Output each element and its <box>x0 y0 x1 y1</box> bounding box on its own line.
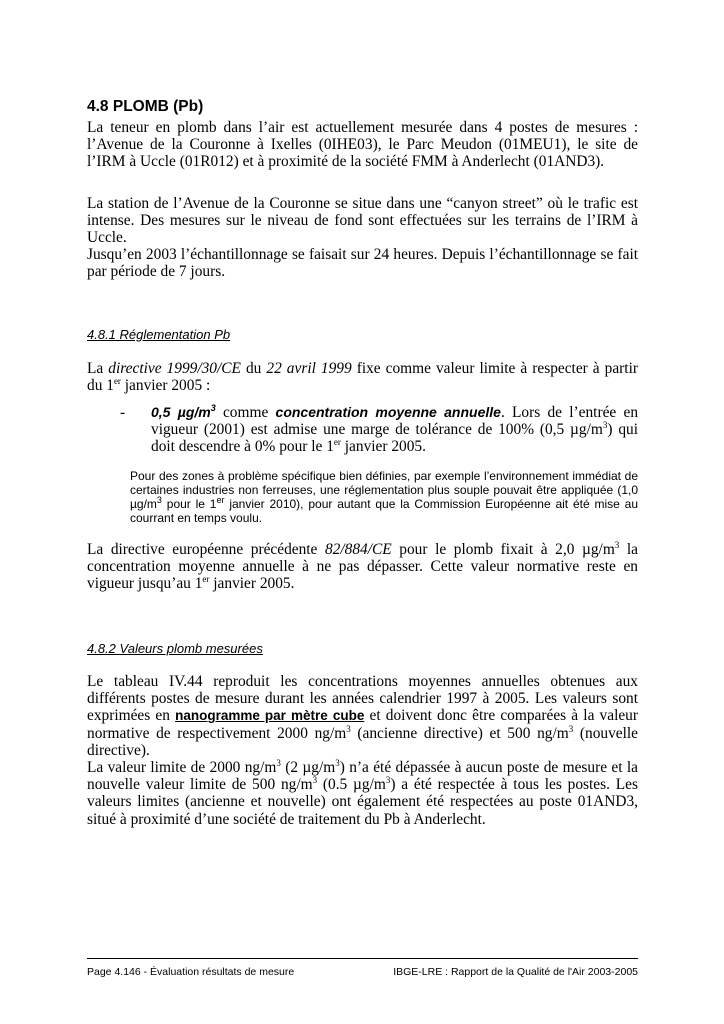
subsection-title-valeurs: 4.8.2 Valeurs plomb mesurées <box>87 641 263 656</box>
sampling-paragraph: Jusqu’en 2003 l’échantillonnage se faisait sur 24 heures. Depuis l’échantillonnage se fait par période de 7 jours. <box>87 246 638 281</box>
footer-report-title: IBGE-LRE : Rapport de la Qualité de l'Air 2003-2005 <box>393 966 638 978</box>
bullet-dash: - <box>120 404 126 421</box>
station-paragraph: La station de l’Avenue de la Couronne se situe dans une “canyon street” où le trafic est intense. Des mesures sur le niveau de fond sont effectuées sur les terrains de l’IRM à Uccle. <box>87 195 638 247</box>
limit-respected-paragraph: La valeur limite de 2000 $ng/m^3$ (2 $\mu g/m^3$) n’a été dépassée à aucun poste de mesure et la nouvelle valeur limite de 500 $ng/m^3$ (0.5 $\mu g/m^3$) a été respectée à tous les postes. Les valeurs limites (ancienne et nouvelle) ont également été respectées au poste 01AND3, situé à proximité d’une société de traitement du Pb à Anderlecht. <box>87 757 639 828</box>
section-heading: 4.8 PLOMB (Pb) <box>87 98 204 115</box>
footer-page-info: Page 4.146 - Évaluation résultats de mesure <box>87 966 295 978</box>
subsection-title-reglementation: 4.8.1 Réglementation Pb <box>87 327 231 342</box>
note-paragraph: Pour des zones à problème spécifique bien définies, par exemple l’environnement immédiat de certaines industries non ferreuses, une réglementation plus souple pouvait être appliquée (1,0 $\mu g/m^3$ pour le 1er janvier 2010), pour autant que la Commission Européenne ait été mise au courrant en temps voulu. <box>130 469 638 525</box>
directive-paragraph: La directive 1999/30/CE du 22 avril 1999 fixe comme valeur limite à respecter à partir du 1er janvier 2005 : <box>87 360 638 395</box>
table-reference-paragraph: Le tableau IV.44 reproduit les concentrations moyennes annuelles obtenues aux différents postes de mesure durant les années calendrier 1997 à 2005. Les valeurs sont exprimées en nanogramme par mètre cube et doivent donc être comparées à la valeur normative de respectivement 2000 $ng/m^3$ (ancienne directive) et 500 $ng/m^3$ (nouvelle directive). <box>87 673 639 759</box>
intro-paragraph: La teneur en plomb dans l’air est actuellement mesurée dans 4 postes de mesures : l’Avenue de la Couronne à Ixelles (0IHE03), le Parc Meudon (01MEU1), le site de l’IRM à Uccle (01R012) et à proximité de la société FMM à Anderlecht (01AND3). <box>87 119 638 171</box>
footer-divider <box>87 958 638 959</box>
bullet-limit-value: 0,5 $\mu g/m^3$ comme concentration moyenne annuelle. Lors de l’entrée en vigueur (2001) est admise une marge de tolérance de 100% (0,5 $\mu g/m^3$) qui doit descendre à 0% pour le 1er janvier 2005. <box>151 402 639 456</box>
previous-directive-paragraph: La directive européenne précédente 82/884/CE pour le plomb fixait à 2,0 $\mu g/m^3$ la concentration moyenne annuelle à ne pas dépasser. Cette valeur normative reste en vigueur jusqu’au 1er janvier 2005. <box>87 539 638 593</box>
